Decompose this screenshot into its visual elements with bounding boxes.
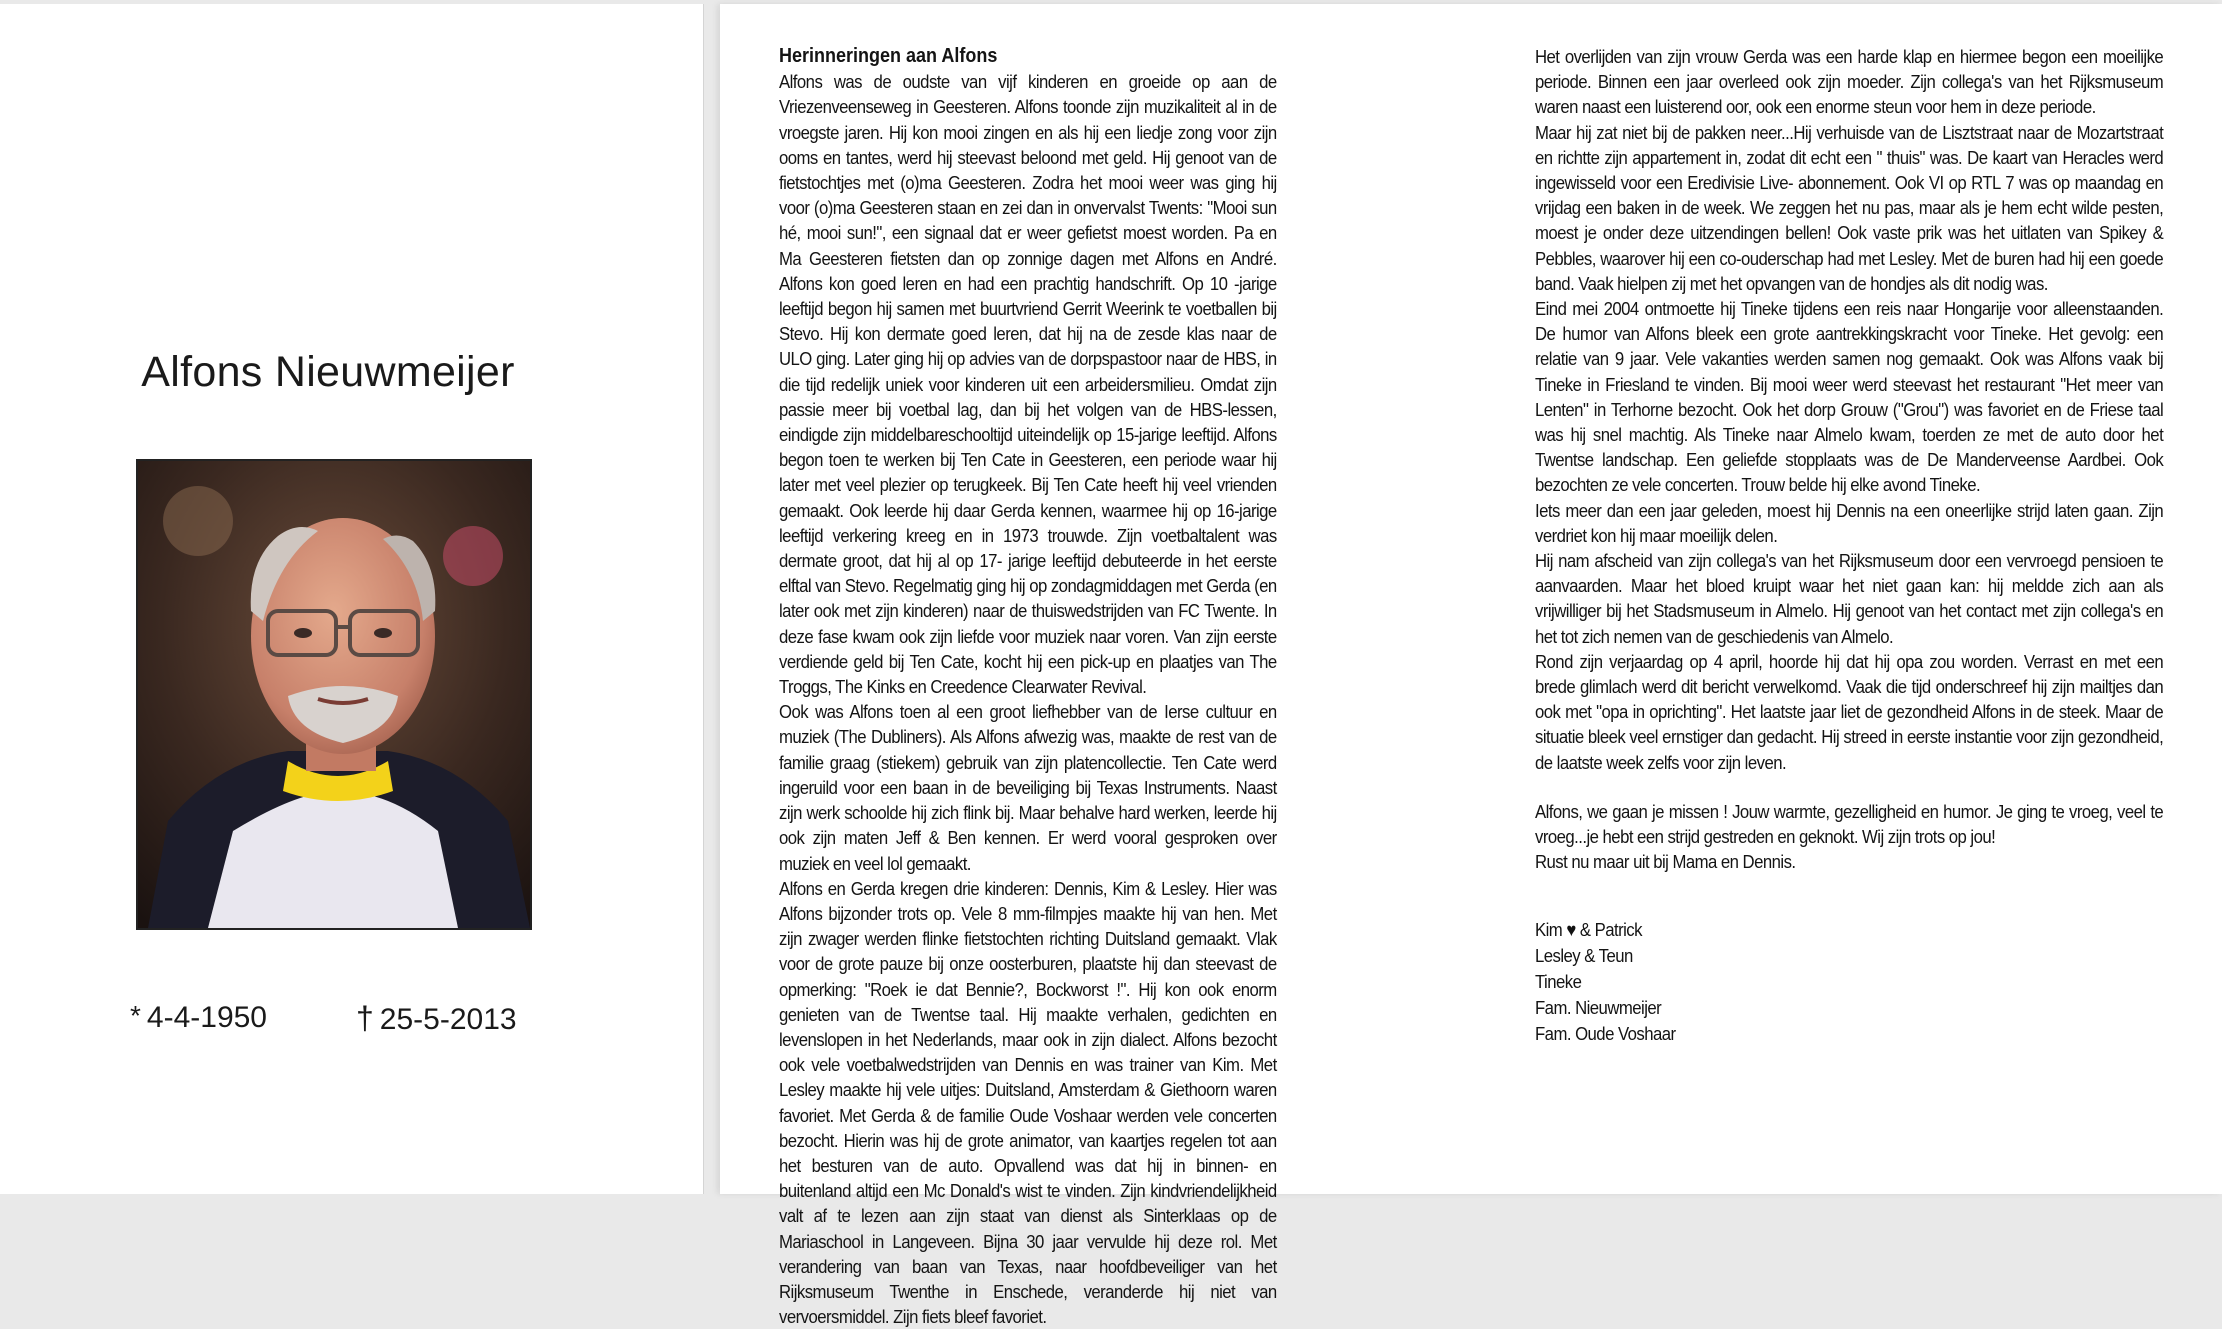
death-date: 25-5-2013 [379, 1003, 517, 1036]
memory-paragraph: Maar hij zat niet bij de pakken neer...Hij verhuisde van de Lisztstraat naar de Mozartstraat en richtte zijn appartement in, zodat dit echt een " thuis" was. De kaart van Heracles werd ingewisseld voor een Eredivisie Live- abonnement. Ook VI op RTL 7 was op maandag en vrijdag een baken in de week. We zeggen het nu pas, maar als je hem echt wilde pesten, moest je onder deze uitzendingen bellen! Ook vaste prik was het uitlaten van Spikey & Pebbles, waarover hij een co-ouderschap had met Lesley. Met de buren had hij een goede band. Vaak hielpen zij met het opvangen van de hondjes als dit nodig was. [1535, 121, 2164, 294]
deceased-name: Alfons Nieuwmeijer [141, 348, 515, 396]
family-line: Tineke [1535, 970, 1582, 992]
memories-right-column [1535, 44, 2163, 1047]
family-line [1535, 917, 2163, 943]
farewell-closing: Rust nu maar uit bij Mama en Dennis. [1535, 851, 1796, 873]
birth-star-icon: * [130, 1000, 141, 1031]
heart-icon: ♥ [1566, 918, 1576, 940]
memory-paragraph: Iets meer dan een jaar geleden, moest hij Dennis na een oneerlijke strijd laten gaan. Zijn verdriet kon hij maar moeilijk delen. [1535, 499, 2164, 546]
memories-heading: Herinneringen aan Alfons [779, 45, 998, 67]
family-signatures [1535, 917, 2163, 1047]
family-line: Lesley & Teun [1535, 944, 1633, 966]
death-cross-icon: † [356, 1000, 374, 1036]
birth-date: 4-4-1950 [146, 1001, 267, 1034]
family-line: Fam. Oude Voshaar [1535, 1022, 1676, 1044]
memories-left-column [779, 44, 1277, 1329]
family-name-patrick: & Patrick [1579, 918, 1642, 940]
card-inside-panel [720, 4, 2222, 1328]
memory-paragraph: Het overlijden van zijn vrouw Gerda was een harde klap en hiermee begon een moeilijke periode. Binnen een jaar overleed ook zijn moeder. Zijn collega's van het Rijksmuseum waren naast een luisterend oor, ook een enorme steun voor hem in deze periode. [1535, 46, 2164, 118]
birth-date-line [130, 1000, 267, 1035]
farewell-text: Alfons, we gaan je missen ! Jouw warmte, gezelligheid en humor. Je ging te vroeg, veel te vroeg...je hebt een strijd gestreden en geknokt. Wij zijn trots op jou! [1535, 800, 2164, 848]
memory-paragraph: Eind mei 2004 ontmoette hij Tineke tijdens een reis naar Hongarije voor alleenstaanden. De humor van Alfons bleek een grote aantrekkingskracht voor Tineke. Het gevolg: een relatie van 9 jaar. Vele vakanties werden samen nog gemaakt. Ook was Alfons vaak bij Tineke in Friesland te vinden. Bij mooi weer werd steevast het restaurant "Het meer van Lenten" in Terhorne bezocht. Ook het dorp Grouw ("Grou") was favoriet en de Friese taal was hij snel machtig. Als Tineke naar Almelo kwam, toerden ze met de auto door het Twentse landschap. Een geliefde stopplaats was de De Manderveense Aardbei. Ook bezochten ze vele concerten. Trouw belde hij elke avond Tineke. [1535, 298, 2164, 496]
family-name-kim: Kim [1535, 918, 1563, 940]
death-date-line [356, 1000, 517, 1037]
memory-paragraph: Ook was Alfons toen al een groot liefhebber van de Ierse cultuur en muziek (The Dubliners). Als Alfons afwezig was, maakte de rest van de familie graag (stiekem) gebruik van zijn platencollectie. Ten Cate werd ingeruild voor een baan in de beveiliging bij Texas Instruments. Naast zijn werk schoolde hij zich flink bij. Maar behalve hard werken, leerde hij ook zijn maten Jeff & Ben kennen. Er werd vooral gesproken over muziek en veel lol gemaakt. [779, 701, 1277, 874]
memory-paragraph: Rond zijn verjaardag op 4 april, hoorde hij dat hij opa zou worden. Verrast en met een brede glimlach werd dit bericht verwelkomd. Vaak die tijd onderschreef hij zijn mailtjes dan ook met "opa in oprichting". Het laatste jaar liet de gezondheid Alfons in de steek. Maar de situatie bleek veel ernstiger dan gedacht. Hij streed in eerste instantie voor zijn gezondheid, de laatste week zelfs voor zijn leven. [1535, 650, 2164, 773]
memory-paragraph: Alfons was de oudste van vijf kinderen en groeide op aan de Vriezenveenseweg in Geesteren. Alfons toonde zijn muzikaliteit al in de vroegste jaren. Hij kon mooi zingen en als hij een liedje zong voor zijn ooms en tantes, werd hij steevast beloond met geld. Hij genoot van de fietstochtjes met (o)ma Geesteren. Zodra het mooi weer was ging hij voor (o)ma Geesteren staan en zei dan in onvervalst Twents: "Mooi sun hé, mooi sun!", een signaal dat er weer gefietst moest worden. Pa en Ma Geesteren fietsten dan op zonnige dagen met Alfons en André. Alfons kon goed leren en had een prachtig handschrift. Op 10 -jarige leeftijd begon hij samen met buurtvriend Gerrit Weerink te voetballen bij Stevo. Hij kon dermate goed leren, dat hij na de zesde klas naar de ULO ging. Later ging hij op advies van de dorpspastoor naar de HBS, in die tijd redelijk uniek voor kinderen uit een arbeidersmilieu. Omdat zijn passie meer bij voetbal lag, dan bij het volgen van de HBS-lessen, eindigde zijn middelbareschooltijd uiteindelijk op 15-jarige leeftijd. Alfons begon toen te werken bij Ten Cate in Geesteren, een periode waar hij later met veel plezier op terugkeek. Bij Ten Cate heeft hij veel vrienden gemaakt. Ook leerde hij daar Gerda kennen, waarmee hij op 16-jarige leeftijd verkering kreeg en in 1973 trouwde. Zijn voetbaltalent was dermate groot, dat hij al op 17- jarige leeftijd debuteerde in het eerste elftal van Stevo. Regelmatig ging hij op zondagmiddagen met Gerda (en later ook met zijn kinderen) naar de thuiswedstrijden van FC Twente. In deze fase kwam ook zijn liefde voor muziek naar voren. Van zijn eerste verdiende geld bij Ten Cate, kocht hij een pick-up en plaatjes van The Troggs, The Kinks en Creedence Clearwater Revival. [779, 71, 1277, 698]
portrait-photo [136, 459, 532, 930]
paragraph-spacer [1535, 775, 2163, 799]
memory-paragraph: Alfons en Gerda kregen drie kinderen: Dennis, Kim & Lesley. Hier was Alfons bijzonder trots op. Vele 8 mm-filmpjes maakte hij van hen. Met zijn zwager werden flinke fietstochten richting Duitsland gemaakt. Vlak voor de grote pauze bij onze oosterburen, plaatste hij dan steevast de opmerking: "Roek ie dat Bennie?, Bockworst !". Hij kon ook enorm genieten van de Twentse taal. Hij maakte verhalen, gedichten en levenslopen in het Nederlands, maar ook in zijn dialect. Alfons bezocht ook vele voetbalwedstrijden van Dennis en was trainer van Kim. Met Lesley maakte hij vele uitjes: Duitsland, Amsterdam & Giethoorn waren favoriet. Met Gerda & de familie Oude Voshaar werden vele concerten bezocht. Hierin was hij de grote animator, van kaartjes regelen tot aan het besturen van de auto. Opvallend was dat hij in binnen- en buitenland altijd een Mc Donald's wist te vinden. Zijn kindvriendelijkheid valt af te lezen aan zijn staat van dienst als Sinterklaas op de Mariaschool in Langeveen. Bijna 30 jaar vervulde hij deze rol. Met verandering van baan van Texas, naar hoofdbeveiliger van het Rijksmuseum Twenthe in Enschede, veranderde hij niet van vervoersmiddel. Zijn fiets bleef favoriet. [779, 877, 1277, 1328]
memory-paragraph: Hij nam afscheid van zijn collega's van het Rijksmuseum door een vervroegd pensioen te aanvaarden. Maar het bloed kruipt waar het niet gaan kan: hij meldde zich aan als vrijwilliger bij het Stadsmuseum in Almelo. Hij genoot van het contact met zijn collega's en het tot zich nemen van de geschiedenis van Almelo. [1535, 550, 2164, 647]
card-front-panel [0, 4, 704, 1194]
family-line: Fam. Nieuwmeijer [1535, 996, 1662, 1018]
